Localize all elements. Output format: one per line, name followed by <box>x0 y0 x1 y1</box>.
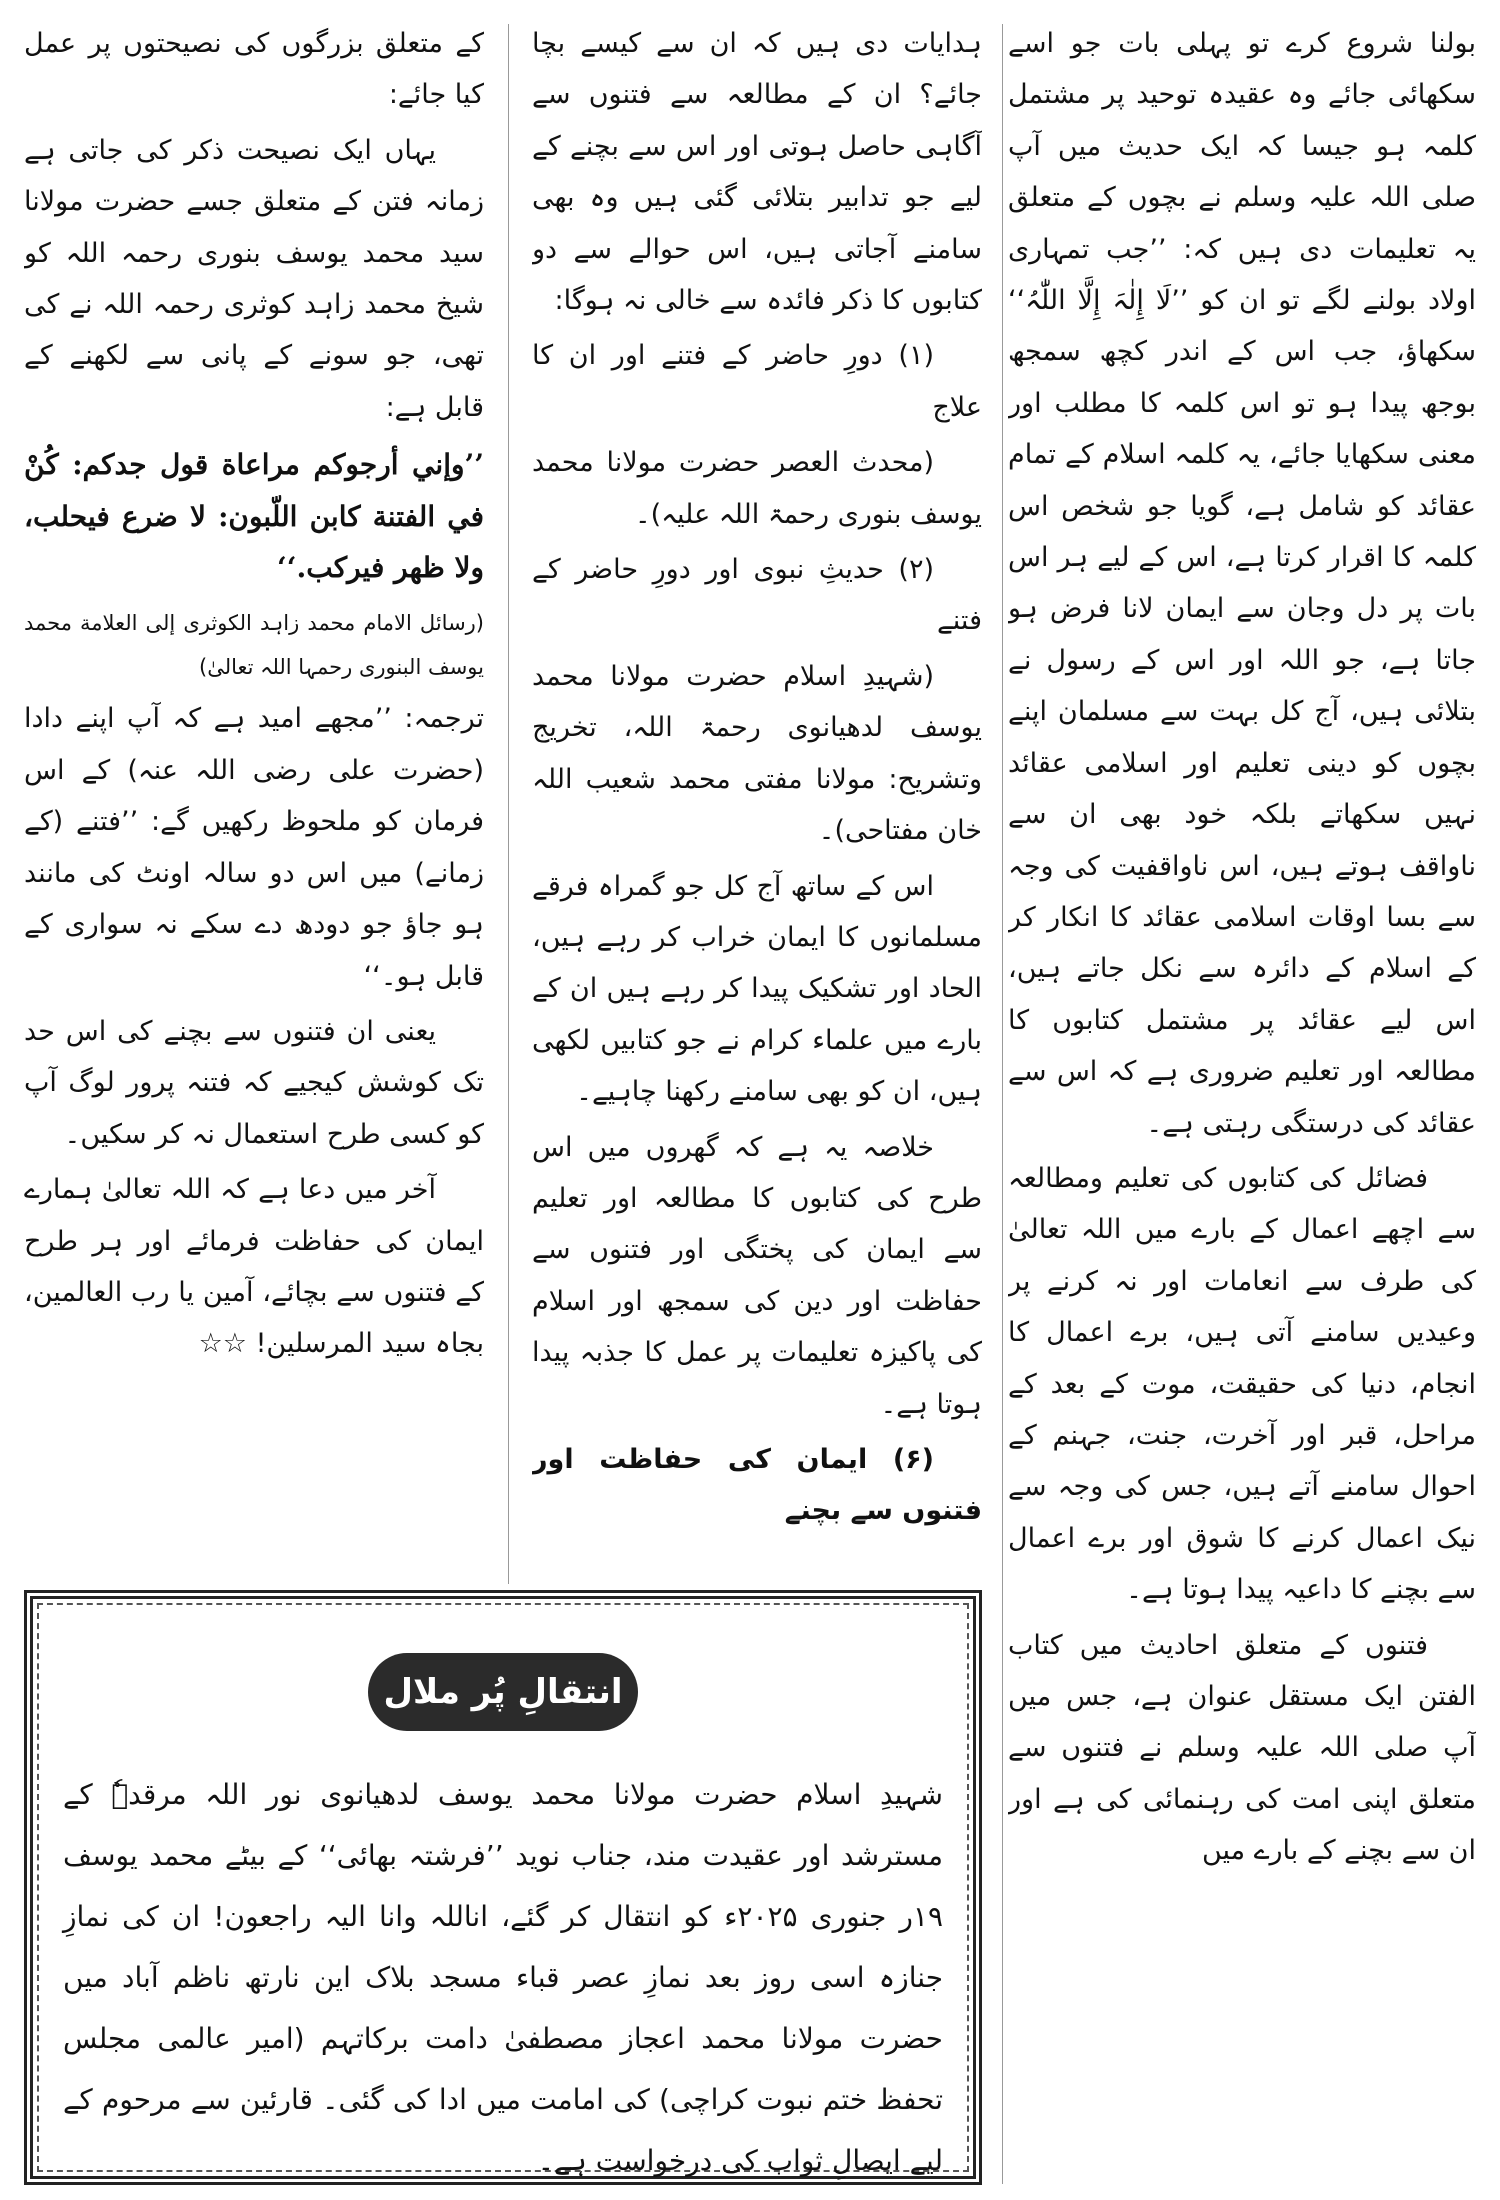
book-2-title: (۲) حدیثِ نبوی اور دورِ حاضر کے فتنے <box>532 554 982 637</box>
obituary-title: انتقالِ پُر ملال <box>368 1653 638 1731</box>
column-divider <box>508 24 509 1584</box>
section-heading-6: (۶) ایمان کی حفاظت اور فتنوں سے بچنے <box>532 1443 982 1527</box>
paragraph-buzurgon: کے متعلق بزرگوں کی نصیحتوں پر عمل کیا جائے: <box>24 28 484 111</box>
book-1-author: (محدث العصر حضرت مولانا محمد یوسف بنوری رحمۃ اللہ علیہ)۔ <box>532 447 982 530</box>
book-2-author: (شہیدِ اسلام حضرت مولانا محمد یوسف لدھیانوی رحمۃ اللہ، تخریج وتشریح: مولانا مفتی محمد شعیب اللہ خان مفتاحی)۔ <box>532 660 982 847</box>
paragraph-fazail: فضائل کی کتابوں کی تعلیم ومطالعہ سے اچھے اعمال کے بارے میں اللہ تعالیٰ کی طرف سے انعامات اور نہ کرنے پر وعیدیں سامنے آتی ہیں، برے اعمال کا انجام، دنیا کی حقیقت، موت کے بعد کے مراحل، قبر اور آخرت، جنت، جہنم کے احوال سامنے آتے ہیں، جس کی وجہ سے نیک اعمال کرنے کا شوق اور برے اعمال سے بچنے کا داعیہ پیدا ہوتا ہے۔ <box>1008 1162 1476 1606</box>
paragraph-tawheed: بولنا شروع کرے تو پہلی بات جو اسے سکھائی جائے وہ عقیدہ توحید پر مشتمل کلمہ ہو جیسا کہ ایک حدیث میں آپ صلی اللہ علیہ وسلم نے بچوں کے متعلق یہ تعلیمات دی ہیں کہ: ’’جب تمہاری اولاد بولنے لگے تو ان کو ’’لَا إِلٰہَ إِلَّا اللّٰہُ‘‘ سکھاؤ، جب اس کے اندر کچھ سمجھ بوجھ پیدا ہو تو اس کلمہ کا مطلب اور معنی سکھایا جائے، یہ کلمہ اسلام کے تمام عقائد کو شامل ہے، گویا جو شخص اس کلمہ کا اقرار کرتا ہے، اس کے لیے ہر اس بات پر دل وجان سے ایمان لانا فرض ہو جاتا ہے، جو اللہ اور اس کے رسول نے بتلائی ہیں، آج کل بہت سے مسلمان اپنے بچوں کو دینی تعلیم اور اسلامی عقائد نہیں سکھاتے بلکہ خود بھی ان سے ناواقف ہوتے ہیں، اس ناواقفیت کی وجہ سے بسا اوقات اسلامی عقائد کا انکار کر کے اسلام کے دائرہ سے نکل جاتے ہیں، اس لیے عقائد پر مشتمل کتابوں کا مطالعہ اور تعلیم ضروری ہے کہ اس سے عقائد کی درستگی رہتی ہے۔ <box>1008 28 1476 1139</box>
paragraph-hidayat: ہدایات دی ہیں کہ ان سے کیسے بچا جائے؟ ان کے مطالعہ سے فتنوں سے آگاہی حاصل ہوتی اور اس سے بچنے کے لیے جو تدابیر بتلائی گئی ہیں وہ بھی سامنے آجاتی ہیں، اس حوالے سے دو کتابوں کا ذکر فائدہ سے خالی نہ ہوگا: <box>532 28 982 317</box>
obituary-text: شہیدِ اسلام حضرت مولانا محمد یوسف لدھیانوی نور اللہ مرقدہٗ کے مسترشد اور عقیدت مند، جناب نوید ’’فرشتہ بھائی‘‘ کے بیٹے محمد یوسف ۱۹ر جنوری ۲۰۲۵ء کو انتقال کر گئے، اناللہ وانا الیہ راجعون! ان کی نمازِ جنازہ اسی روز بعد نمازِ عصر قباء مسجد بلاک این نارتھ ناظم آباد میں حضرت مولانا محمد اعجاز مصطفیٰ دامت برکاتہم (امیر عالمی مجلس تحفظ ختم نبوت کراچی) کی امامت میں ادا کی گئی۔ قارئین سے مرحوم کے لیے ایصالِ ثواب کی درخواست ہے۔ <box>63 1778 943 2177</box>
arabic-quote: ’’وإني أرجوكم مراعاة قول جدكم: كُنْ في الفتنة كابن اللّبون: لا ضرع فيحلب، ولا ظهر فيركب.‘‘ <box>24 448 484 585</box>
paragraph-gumrah-firqay: اس کے ساتھ آج کل جو گمراہ فرقے مسلمانوں کا ایمان خراب کر رہے ہیں، الحاد اور تشکیک پیدا کر رہے ہیں ان کے بارے میں علماء کرام نے جو کتابیں لکھی ہیں، ان کو بھی سامنے رکھنا چاہیے۔ <box>532 870 982 1108</box>
quote-citation: (رسائل الامام محمد زاہد الکوثری إلى العلامة محمد یوسف البنوری رحمہا اللہ تعالیٰ) <box>24 611 484 680</box>
column-divider <box>1002 24 1003 2184</box>
article-column-left <box>24 18 484 1573</box>
book-1-title: (۱) دورِ حاضر کے فتنے اور ان کا علاج <box>532 340 982 423</box>
paragraph-khulasa: خلاصہ یہ ہے کہ گھروں میں اس طرح کی کتابوں کا مطالعہ اور تعلیم سے ایمان کی پختگی اور فتنوں سے حفاظت اور دین کی سمجھ اور اسلام کی پاکیزہ تعلیمات پر عمل کا جذبہ پیدا ہوتا ہے۔ <box>532 1131 982 1420</box>
paragraph-nasihat: یہاں ایک نصیحت ذکر کی جاتی ہے زمانہ فتن کے متعلق جسے حضرت مولانا سید محمد یوسف بنوری رحمہ اللہ کو شیخ محمد زاہد کوثری رحمہ اللہ نے کی تھی، جو سونے کے پانی سے لکھنے کے قابل ہے: <box>24 134 484 423</box>
article-column-middle <box>532 18 982 1573</box>
quote-translation: ترجمہ: ’’مجھے امید ہے کہ آپ اپنے دادا (حضرت علی رضی اللہ عنہ) کے اس فرمان کو ملحوظ رکھیں گے: ’’فتنے (کے زمانے) میں اس دو سالہ اونٹ کی مانند ہو جاؤ جو دودھ دے سکے نہ سواری کے قابل ہو۔‘‘ <box>24 703 484 992</box>
obituary-box <box>24 1590 982 2185</box>
article-column-right <box>1008 18 1476 2193</box>
closing-dua: آخر میں دعا ہے کہ اللہ تعالیٰ ہمارے ایمان کی حفاظت فرمائے اور ہر طرح کے فتنوں سے بچائے، آمین یا رب العالمین، بجاہ سید المرسلین! ☆☆ <box>24 1174 484 1360</box>
paragraph-fitan: فتنوں کے متعلق احادیث میں کتاب الفتن ایک مستقل عنوان ہے، جس میں آپ صلی اللہ علیہ وسلم نے فتنوں سے متعلق اپنی امت کی رہنمائی کی ہے اور ان سے بچنے کے بارے میں <box>1008 1629 1476 1867</box>
paragraph-yani: یعنی ان فتنوں سے بچنے کی اس حد تک کوشش کیجیے کہ فتنہ پرور لوگ آپ کو کسی طرح استعمال نہ کر سکیں۔ <box>24 1015 484 1150</box>
